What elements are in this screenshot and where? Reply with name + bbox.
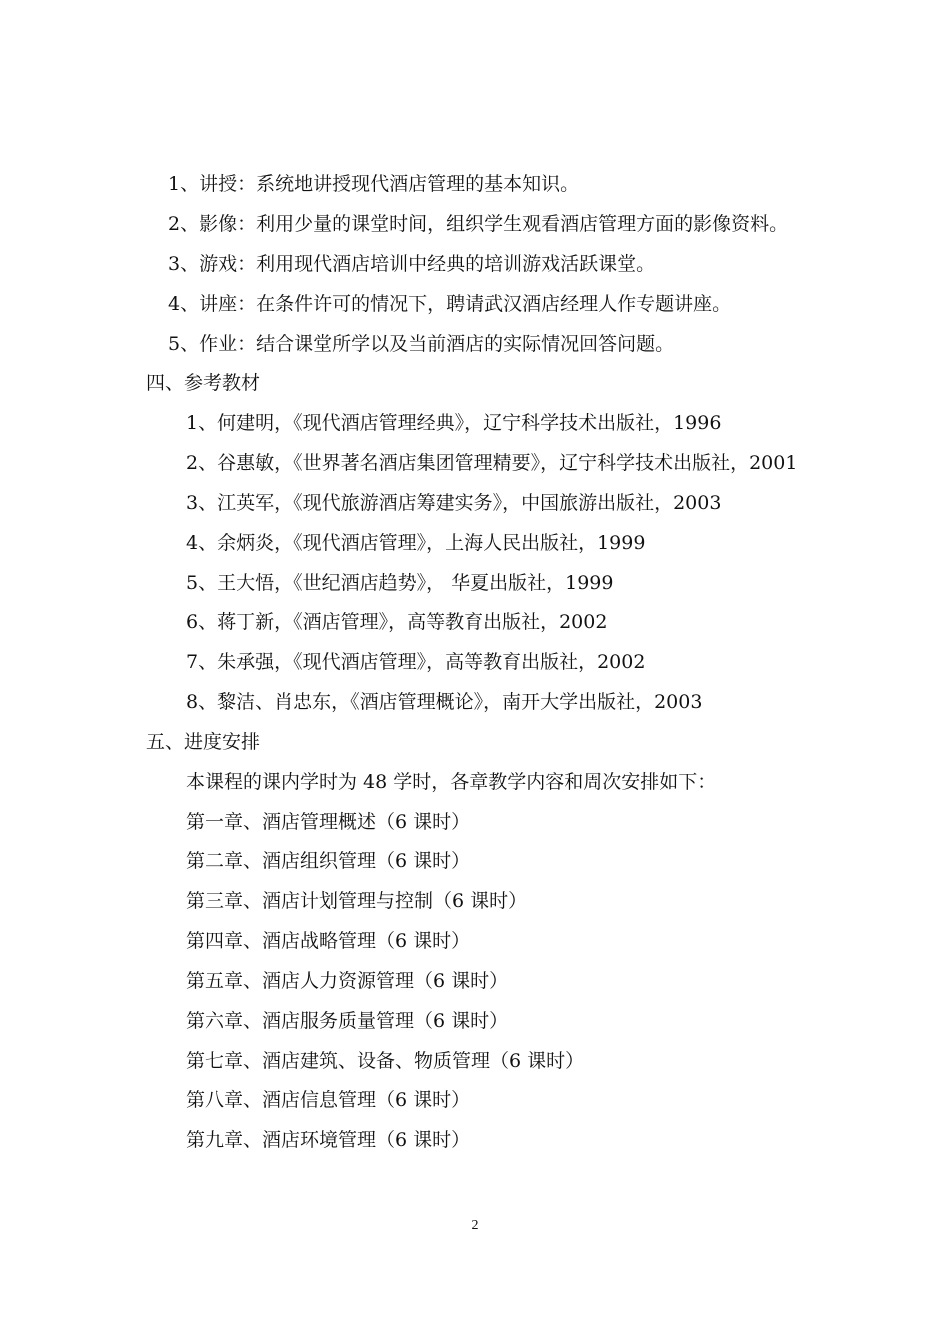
section-heading-references: 四、参考教材 (146, 372, 261, 394)
chapter-item: 第六章、酒店服务质量管理（6 课时） (186, 1010, 509, 1032)
chapter-item: 第八章、酒店信息管理（6 课时） (186, 1089, 471, 1111)
reference-item: 2、谷惠敏，《世界著名酒店集团管理精要》，辽宁科学技术出版社，2001 (186, 452, 798, 474)
reference-item: 7、朱承强，《现代酒店管理》，高等教育出版社，2002 (186, 651, 646, 673)
method-item: 2、影像：利用少量的课堂时间，组织学生观看酒店管理方面的影像资料。 (168, 213, 789, 235)
schedule-intro: 本课程的课内学时为 48 学时，各章教学内容和周次安排如下： (186, 771, 717, 793)
chapter-item: 第三章、酒店计划管理与控制（6 课时） (186, 890, 528, 912)
reference-item: 3、江英军，《现代旅游酒店筹建实务》，中国旅游出版社，2003 (186, 492, 722, 514)
chapter-item: 第一章、酒店管理概述（6 课时） (186, 811, 471, 833)
reference-item: 8、黎洁、肖忠东，《酒店管理概论》，南开大学出版社，2003 (186, 691, 703, 713)
chapter-item: 第五章、酒店人力资源管理（6 课时） (186, 970, 509, 992)
chapter-item: 第四章、酒店战略管理（6 课时） (186, 930, 471, 952)
chapter-item: 第七章、酒店建筑、设备、物质管理（6 课时） (186, 1050, 585, 1072)
method-item: 5、作业：结合课堂所学以及当前酒店的实际情况回答问题。 (168, 333, 675, 355)
reference-item: 6、蒋丁新，《酒店管理》，高等教育出版社，2002 (186, 611, 608, 633)
method-item: 3、游戏：利用现代酒店培训中经典的培训游戏活跃课堂。 (168, 253, 656, 275)
chapter-item: 第二章、酒店组织管理（6 课时） (186, 850, 471, 872)
reference-item: 1、何建明，《现代酒店管理经典》，辽宁科学技术出版社，1996 (186, 412, 722, 434)
reference-item: 4、余炳炎，《现代酒店管理》，上海人民出版社，1999 (186, 532, 646, 554)
method-item: 1、讲授：系统地讲授现代酒店管理的基本知识。 (168, 173, 580, 195)
page-number: 2 (471, 1218, 479, 1233)
method-item: 4、讲座：在条件许可的情况下，聘请武汉酒店经理人作专题讲座。 (168, 293, 732, 315)
chapter-item: 第九章、酒店环境管理（6 课时） (186, 1129, 471, 1151)
section-heading-schedule: 五、进度安排 (146, 731, 261, 753)
reference-item: 5、王大悟，《世纪酒店趋势》， 华夏出版社，1999 (186, 572, 614, 594)
